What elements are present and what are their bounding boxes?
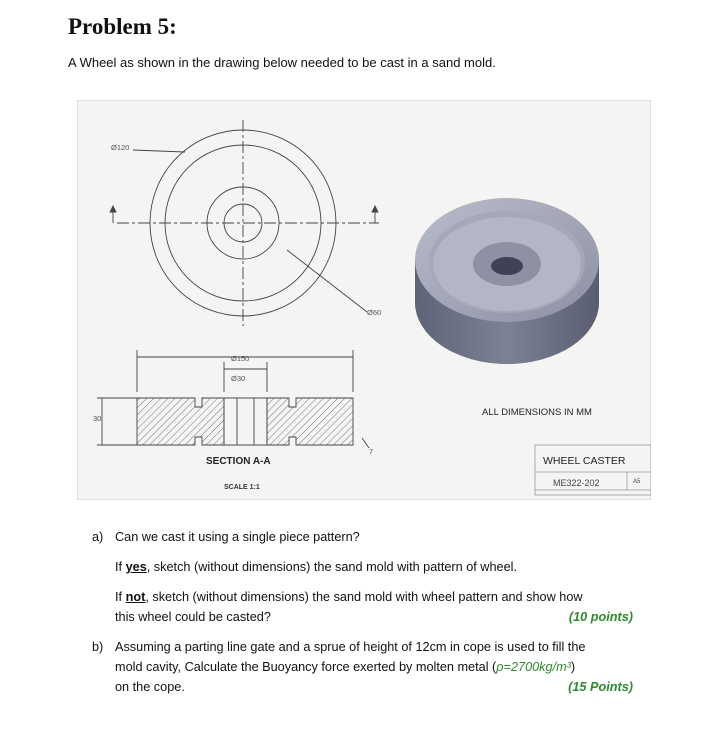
question-b-density: ρ=2700kg/m³ — [496, 660, 571, 674]
question-a-not — [115, 587, 633, 627]
dimension-7: 7 — [369, 447, 374, 456]
question-a-not-word: not — [125, 590, 146, 604]
question-b-line2b: ) — [570, 660, 576, 674]
question-a-not-prefix: If — [115, 590, 126, 604]
question-a-not-line2: this wheel could be casted? — [115, 610, 271, 624]
wheel-3d-render — [415, 198, 599, 364]
scale-label: SCALE 1:1 — [224, 484, 260, 491]
question-a-yes-prefix: If — [115, 560, 126, 574]
question-b-line2a: mold cavity, Calculate the Buoyancy force exerted by molten metal ( — [115, 660, 497, 674]
question-a-yes-word: yes — [125, 560, 147, 574]
question-a-yes — [115, 557, 517, 577]
dimensions-note: ALL DIMENSIONS IN MM — [482, 407, 592, 418]
dimension-120: Ø120 — [111, 143, 130, 152]
question-b-points: (15 Points) — [568, 680, 633, 694]
title-block-name: WHEEL CASTER — [543, 455, 626, 467]
question-b-line3: on the cope. — [115, 680, 185, 694]
question-a-text: Can we cast it using a single piece pattern? — [115, 530, 360, 544]
dimension-150: Ø150 — [231, 354, 250, 363]
question-a-marker: a) — [92, 530, 104, 544]
question-a-yes-rest: , sketch (without dimensions) the sand mold with pattern of wheel. — [146, 560, 517, 574]
question-b-line1: Assuming a parting line gate and a sprue of height of 12cm in cope is used to fill the — [115, 640, 586, 654]
title-block-size: A5 — [633, 479, 641, 485]
dimension-30-diameter: Ø30 — [231, 374, 246, 383]
engineering-drawing — [77, 100, 651, 500]
problem-title: Problem 5: — [68, 14, 177, 39]
section-label: SECTION A-A — [206, 456, 271, 467]
problem-intro: A Wheel as shown in the drawing below needed to be cast in a sand mold. — [68, 55, 496, 70]
question-b — [115, 637, 633, 697]
question-a-not-rest: , sketch (without dimensions) the sand mold with wheel pattern and show how — [145, 590, 583, 604]
question-a-points: (10 points) — [568, 610, 633, 624]
dimension-60: Ø60 — [367, 308, 382, 317]
title-block-number: ME322-202 — [553, 478, 600, 488]
question-b-marker: b) — [92, 640, 104, 654]
dimension-30-height: 30 — [93, 414, 102, 423]
